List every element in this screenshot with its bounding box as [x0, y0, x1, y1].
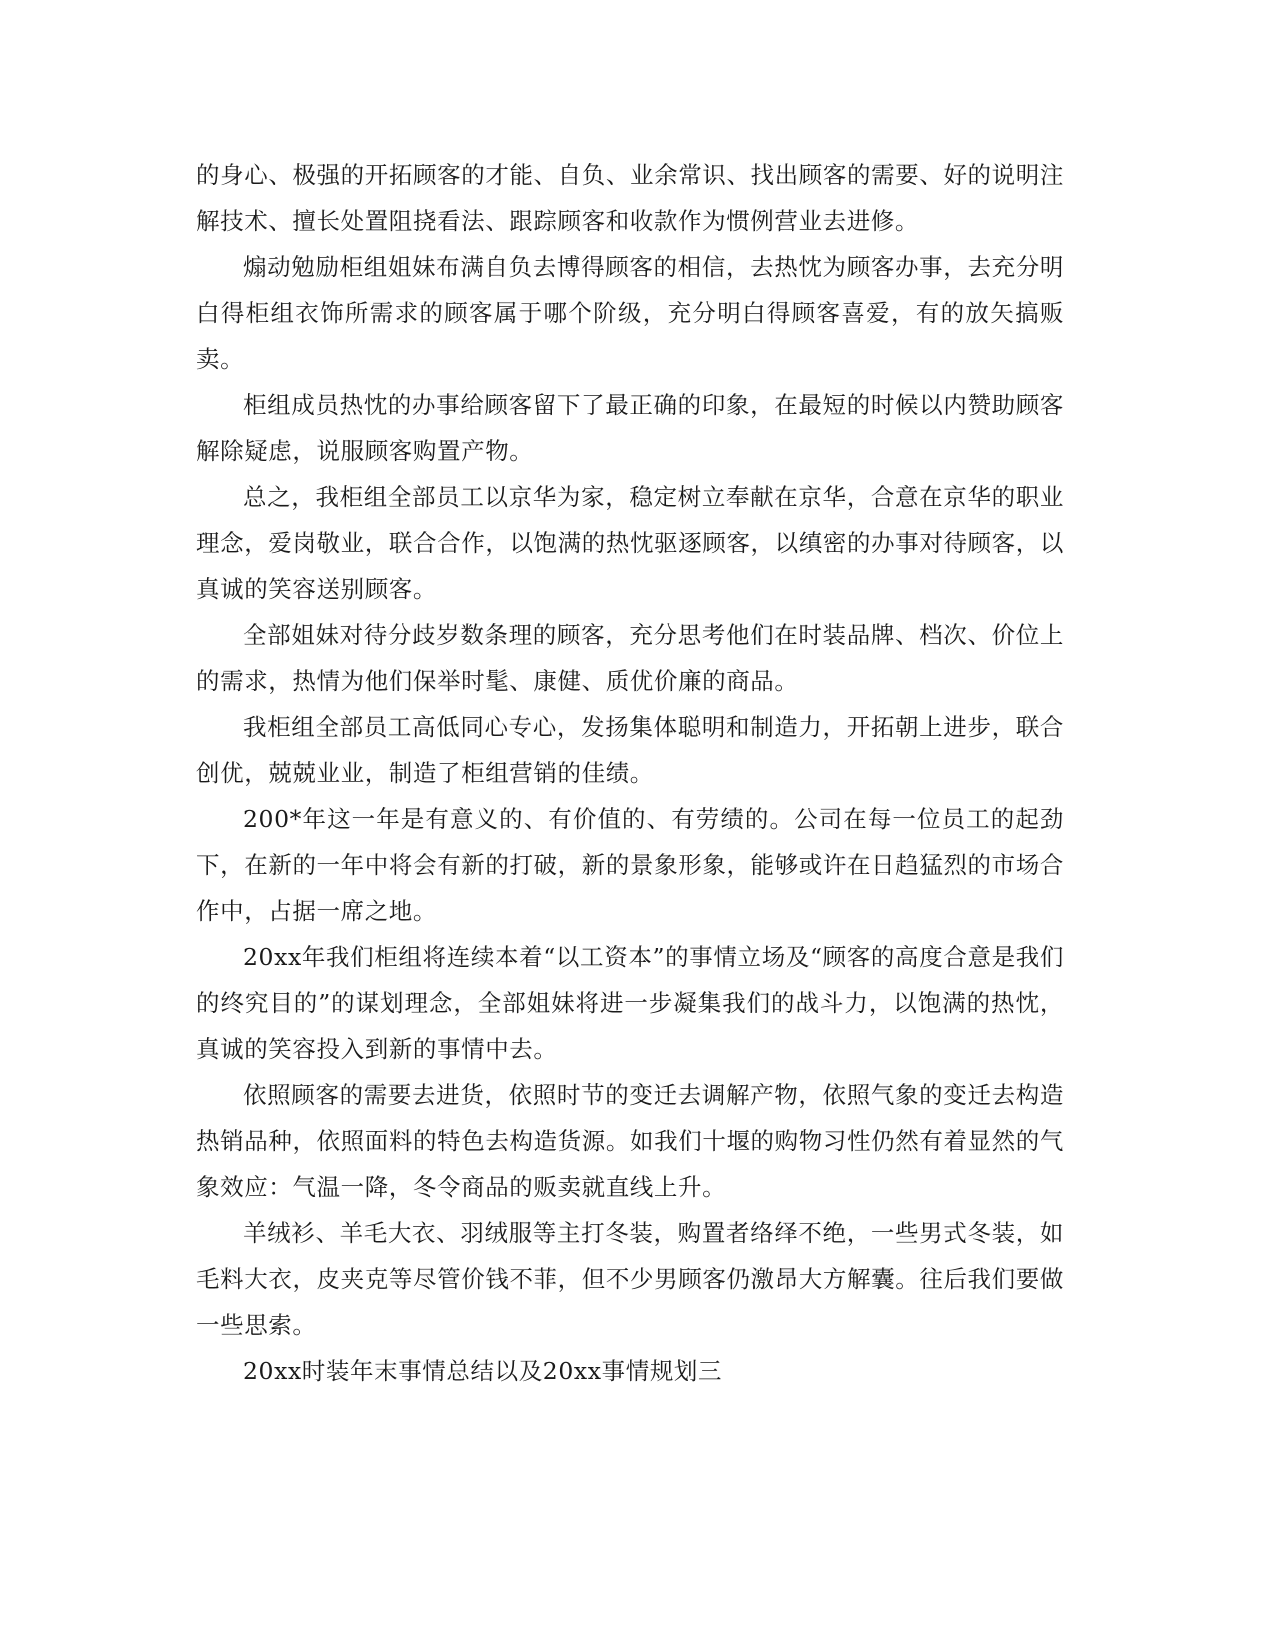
paragraph: 20xx年我们柜组将连续本着“以工资本”的事情立场及“顾客的高度合意是我们的终究目的”的谋划理念，全部姐妹将进一步凝集我们的战斗力，以饱满的热忱，真诚的笑容投入到新的事情中去。 — [196, 943, 1064, 1063]
paragraph: 我柜组全部员工高低同心专心，发扬集体聪明和制造力，开拓朝上进步，联合创优，兢兢业业，制造了柜组营销的佳绩。 — [196, 713, 1064, 787]
paragraph: 200*年这一年是有意义的、有价值的、有劳绩的。公司在每一位员工的起劲下，在新的一年中将会有新的打破，新的景象形象，能够或许在日趋猛烈的市场合作中，占据一席之地。 — [196, 805, 1064, 925]
paragraph: 的身心、极强的开拓顾客的才能、自负、业余常识、找出顾客的需要、好的说明注解技术、擅长处置阻挠看法、跟踪顾客和收款作为惯例营业去进修。 — [196, 161, 1064, 235]
paragraph: 煽动勉励柜组姐妹布满自负去博得顾客的相信，去热忱为顾客办事，去充分明白得柜组衣饰所需求的顾客属于哪个阶级，充分明白得顾客喜爱，有的放矢搞贩卖。 — [196, 253, 1064, 373]
paragraph: 柜组成员热忱的办事给顾客留下了最正确的印象，在最短的时候以内赞助顾客解除疑虑，说服顾客购置产物。 — [196, 391, 1064, 465]
paragraph: 总之，我柜组全部员工以京华为家，稳定树立奉献在京华，合意在京华的职业理念，爱岗敬业，联合合作，以饱满的热忱驱逐顾客，以缜密的办事对待顾客，以真诚的笑容送别顾客。 — [196, 483, 1064, 603]
document-body — [196, 152, 1064, 1394]
paragraph: 羊绒衫、羊毛大衣、羽绒服等主打冬装，购置者络绎不绝，一些男式冬装，如毛料大衣，皮夹克等尽管价钱不菲，但不少男顾客仍激昂大方解囊。往后我们要做一些思索。 — [196, 1219, 1064, 1339]
paragraph: 依照顾客的需要去进货，依照时节的变迁去调解产物，依照气象的变迁去构造热销品种，依照面料的特色去构造货源。如我们十堰的购物习性仍然有着显然的气象效应：气温一降，冬令商品的贩卖就直线上升。 — [196, 1081, 1064, 1201]
section-heading: 20xx时装年末事情总结以及20xx事情规划三 — [243, 1357, 723, 1385]
paragraph: 全部姐妹对待分歧岁数条理的顾客，充分思考他们在时装品牌、档次、价位上的需求，热情为他们保举时髦、康健、质优价廉的商品。 — [196, 621, 1064, 695]
